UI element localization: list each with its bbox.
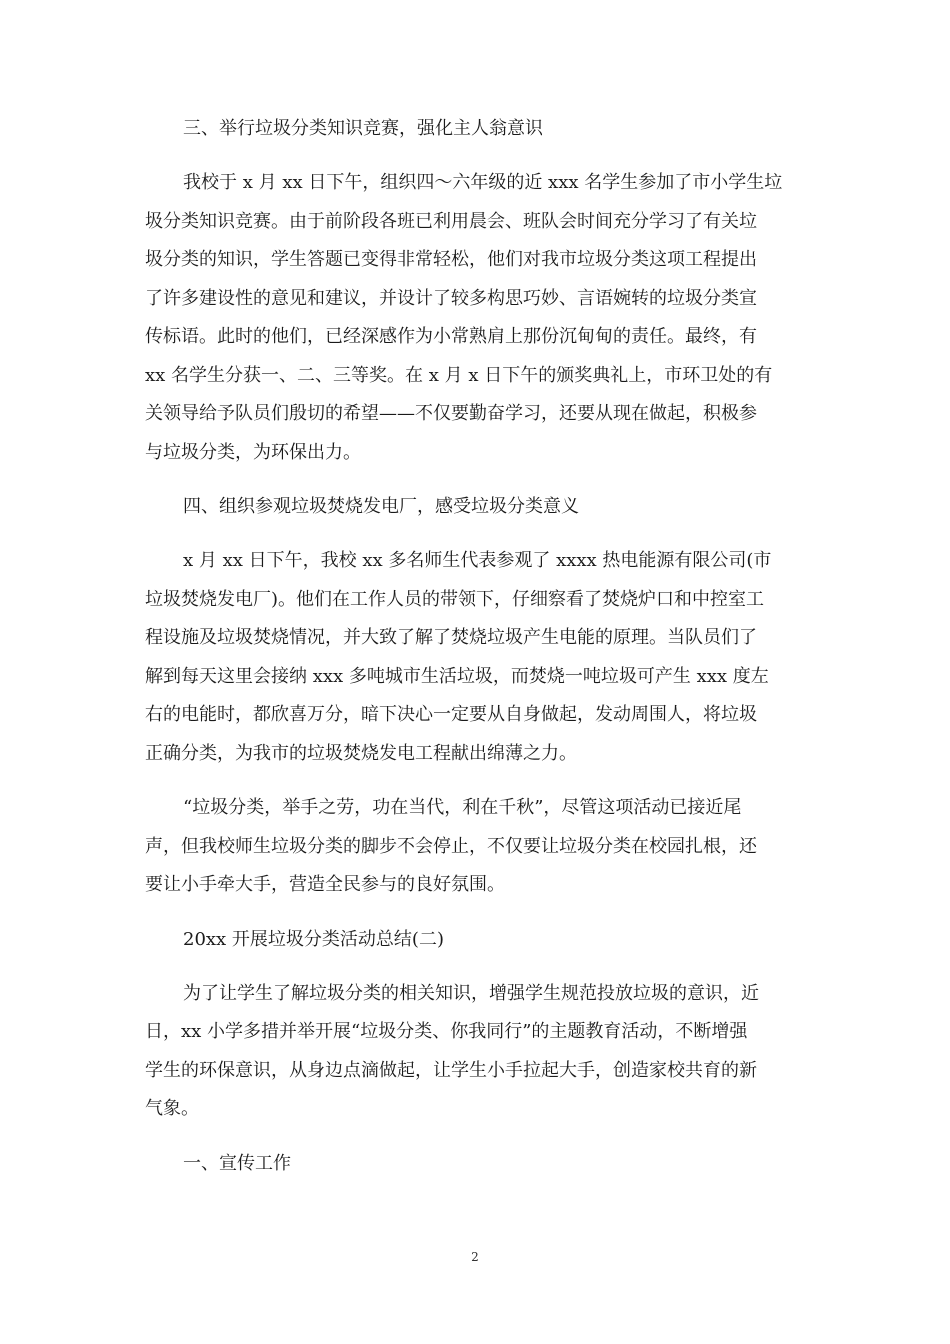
section-heading	[145, 921, 805, 959]
paragraph-line: 右的电能时，都欣喜万分，暗下决心一定要从自身做起，发动周围人，将垃圾	[145, 704, 757, 725]
paragraph	[145, 789, 805, 905]
paragraph	[145, 164, 805, 472]
paragraph-line: 声，但我校师生垃圾分类的脚步不会停止，不仅要让垃圾分类在校园扎根，还	[145, 835, 757, 857]
paragraph-line: 程设施及垃圾焚烧情况，并大致了解了焚烧垃圾产生电能的原理。当队员们了	[145, 627, 757, 648]
page-number: 2	[471, 1250, 479, 1264]
paragraph-line: 与垃圾分类，为环保出力。	[145, 441, 361, 463]
section-heading	[145, 1145, 805, 1183]
paragraph-line: 为了让学生了解垃圾分类的相关知识，增强学生规范投放垃圾的意识，近	[183, 982, 759, 1004]
paragraph-line: 解到每天这里会接纳 xxx 多吨城市生活垃圾，而焚烧一吨垃圾可产生 xxx 度左	[145, 665, 769, 687]
heading-line: 四、组织参观垃圾焚烧发电厂，感受垃圾分类意义	[183, 496, 579, 517]
heading-line: 一、宣传工作	[183, 1152, 291, 1174]
section-heading	[145, 488, 805, 526]
paragraph-line: 气象。	[145, 1098, 199, 1119]
paragraph-line: 要让小手牵大手，营造全民参与的良好氛围。	[145, 874, 505, 895]
paragraph-line: 日，xx 小学多措并举开展“垃圾分类、你我同行”的主题教育活动，不断增强	[145, 1021, 748, 1042]
paragraph-line: 学生的环保意识，从身边点滴做起，让学生小手拉起大手，创造家校共育的新	[145, 1059, 757, 1081]
heading-line: 20xx 开展垃圾分类活动总结(二)	[183, 928, 444, 950]
paragraph	[145, 975, 805, 1129]
section-heading	[145, 110, 805, 148]
paragraph-line: 圾分类知识竞赛。由于前阶段各班已利用晨会、班队会时间充分学习了有关垃	[145, 210, 757, 232]
paragraph-line: xx 名学生分获一、二、三等奖。在 x 月 x 日下午的颁奖典礼上，市环卫处的有	[145, 364, 773, 386]
paragraph-line: 正确分类，为我市的垃圾焚烧发电工程献出绵薄之力。	[145, 742, 577, 764]
paragraph-line: “垃圾分类，举手之劳，功在当代，利在千秋”，尽管这项活动已接近尾	[183, 797, 742, 818]
paragraph-line: 关领导给予队员们殷切的希望——不仅要勤奋学习，还要从现在做起，积极参	[145, 403, 757, 424]
paragraph-line: x 月 xx 日下午，我校 xx 多名师生代表参观了 xxxx 热电能源有限公司(市	[183, 550, 772, 571]
paragraph-line: 垃圾焚烧发电厂)。他们在工作人员的带领下，仔细察看了焚烧炉口和中控室工	[145, 588, 765, 610]
document-body	[145, 110, 805, 1199]
paragraph-line: 传标语。此时的他们，已经深感作为小常熟肩上那份沉甸甸的责任。最终，有	[145, 326, 757, 347]
paragraph-line: 圾分类的知识，学生答题已变得非常轻松，他们对我市垃圾分类这项工程提出	[145, 249, 757, 270]
paragraph	[145, 542, 805, 773]
paragraph-line: 了许多建设性的意见和建议，并设计了较多构思巧妙、言语婉转的垃圾分类宣	[145, 287, 757, 309]
paragraph-line: 我校于 x 月 xx 日下午，组织四～六年级的近 xxx 名学生参加了市小学生垃	[183, 172, 783, 193]
heading-line: 三、举行垃圾分类知识竞赛，强化主人翁意识	[183, 118, 543, 139]
